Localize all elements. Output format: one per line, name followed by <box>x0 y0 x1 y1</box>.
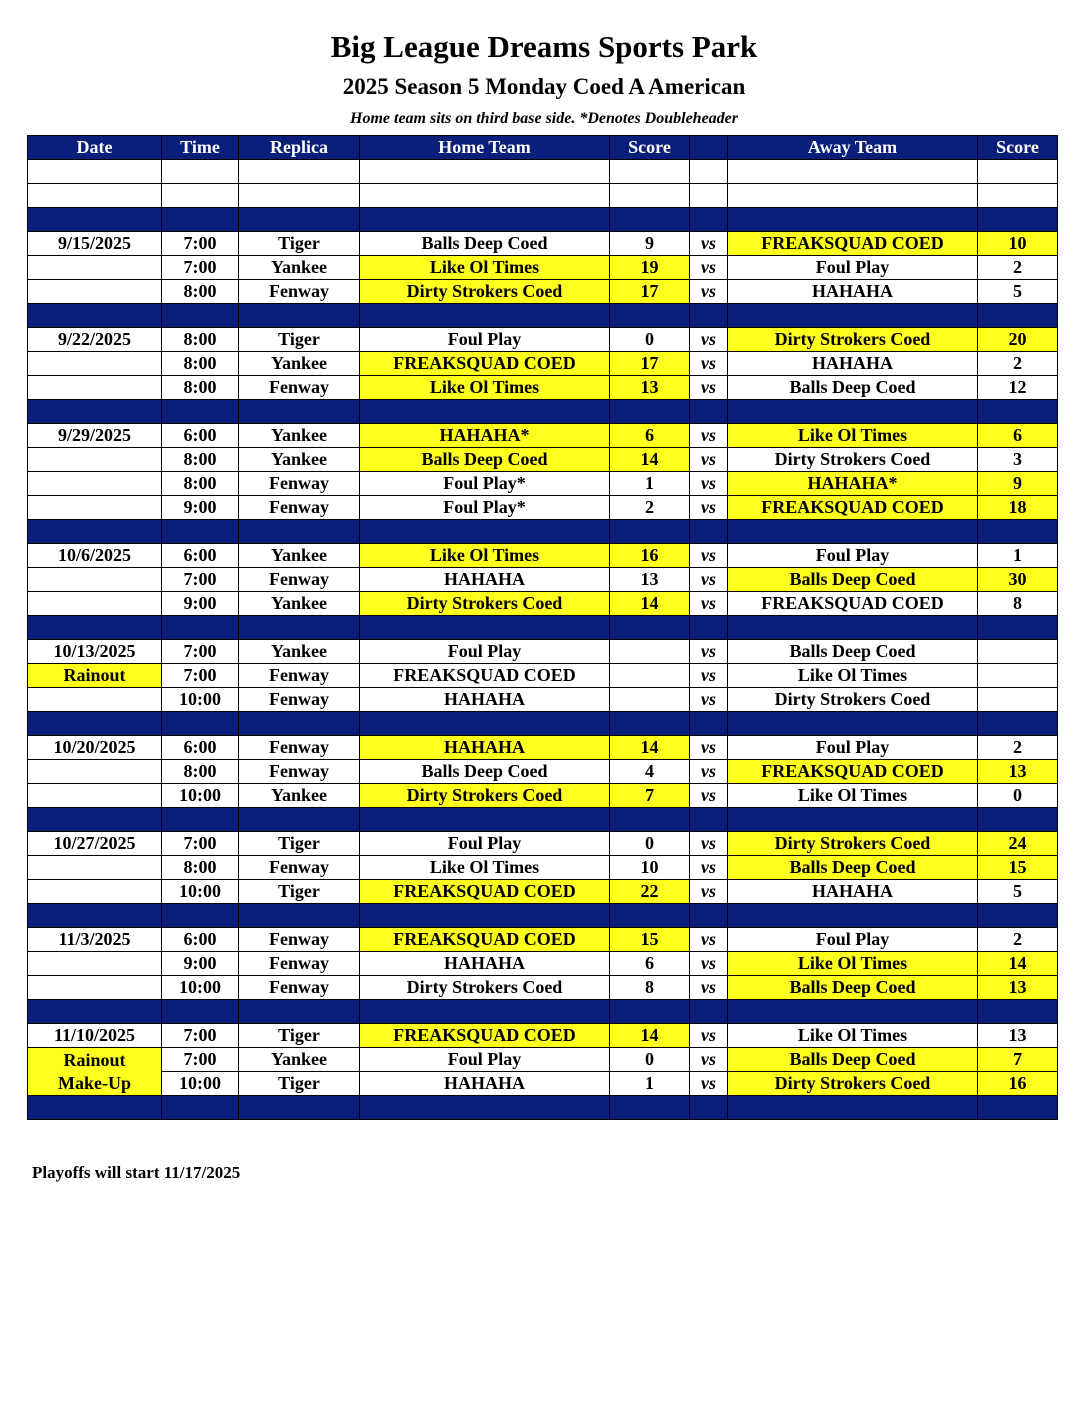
game-field: Fenway <box>239 760 360 784</box>
away-team: HAHAHA* <box>728 472 978 496</box>
col-header-vs <box>690 136 728 160</box>
away-score: 13 <box>978 760 1058 784</box>
home-team: FREAKSQUAD COED <box>360 1024 610 1048</box>
vs-label: vs <box>690 928 728 952</box>
game-date-empty <box>28 760 162 784</box>
away-team: Foul Play <box>728 928 978 952</box>
away-score: 13 <box>978 1024 1058 1048</box>
away-score: 2 <box>978 928 1058 952</box>
home-team: Balls Deep Coed <box>360 448 610 472</box>
away-team: Dirty Strokers Coed <box>728 1072 978 1096</box>
home-score: 22 <box>610 880 690 904</box>
game-row <box>28 856 1058 880</box>
vs-label: vs <box>690 472 728 496</box>
game-time: 7:00 <box>162 640 239 664</box>
away-team: Like Ol Times <box>728 952 978 976</box>
away-team: Dirty Strokers Coed <box>728 328 978 352</box>
home-score: 14 <box>610 736 690 760</box>
vs-label: vs <box>690 448 728 472</box>
game-date-empty <box>28 448 162 472</box>
game-row <box>28 448 1058 472</box>
game-field: Yankee <box>239 592 360 616</box>
home-score: 4 <box>610 760 690 784</box>
game-date-empty <box>28 472 162 496</box>
home-score: 2 <box>610 496 690 520</box>
away-score <box>978 640 1058 664</box>
vs-label: vs <box>690 232 728 256</box>
game-row <box>28 424 1058 448</box>
game-time: 7:00 <box>162 1048 239 1072</box>
col-header-time: Time <box>162 136 239 160</box>
home-team: Like Ol Times <box>360 376 610 400</box>
game-field: Fenway <box>239 376 360 400</box>
game-date-empty <box>28 280 162 304</box>
game-date-empty <box>28 952 162 976</box>
home-team: Like Ol Times <box>360 856 610 880</box>
vs-label: vs <box>690 568 728 592</box>
away-team: HAHAHA <box>728 880 978 904</box>
away-score: 5 <box>978 880 1058 904</box>
home-score: 0 <box>610 328 690 352</box>
away-team: Like Ol Times <box>728 784 978 808</box>
home-score <box>610 664 690 688</box>
away-team: Dirty Strokers Coed <box>728 448 978 472</box>
vs-label: vs <box>690 1048 728 1072</box>
vs-label: vs <box>690 880 728 904</box>
game-date-empty <box>28 856 162 880</box>
game-date: 10/13/2025 <box>28 640 162 664</box>
home-score: 13 <box>610 376 690 400</box>
game-field: Yankee <box>239 544 360 568</box>
game-row <box>28 1072 1058 1096</box>
away-score: 16 <box>978 1072 1058 1096</box>
game-field: Tiger <box>239 232 360 256</box>
home-score: 1 <box>610 472 690 496</box>
home-team: Foul Play <box>360 1048 610 1072</box>
date-note-line: Make-Up <box>58 1072 131 1093</box>
home-team: Dirty Strokers Coed <box>360 784 610 808</box>
away-team: Dirty Strokers Coed <box>728 688 978 712</box>
schedule-table <box>27 135 1058 1120</box>
game-row <box>28 280 1058 304</box>
game-row <box>28 592 1058 616</box>
game-row <box>28 736 1058 760</box>
away-team: Foul Play <box>728 256 978 280</box>
vs-label: vs <box>690 280 728 304</box>
away-team: Balls Deep Coed <box>728 976 978 1000</box>
header-row <box>28 136 1058 160</box>
game-time: 9:00 <box>162 496 239 520</box>
away-team: Like Ol Times <box>728 664 978 688</box>
home-score: 10 <box>610 856 690 880</box>
home-team: HAHAHA* <box>360 424 610 448</box>
game-row <box>28 256 1058 280</box>
home-team: HAHAHA <box>360 1072 610 1096</box>
game-date-empty <box>28 568 162 592</box>
game-row <box>28 544 1058 568</box>
game-date-empty <box>28 256 162 280</box>
game-date: 9/29/2025 <box>28 424 162 448</box>
game-field: Fenway <box>239 928 360 952</box>
game-time: 6:00 <box>162 928 239 952</box>
home-team: Dirty Strokers Coed <box>360 976 610 1000</box>
vs-label: vs <box>690 832 728 856</box>
game-row <box>28 232 1058 256</box>
game-field: Tiger <box>239 1024 360 1048</box>
game-time: 6:00 <box>162 544 239 568</box>
col-header-home-score: Score <box>610 136 690 160</box>
away-team: Balls Deep Coed <box>728 568 978 592</box>
home-team: Like Ol Times <box>360 544 610 568</box>
game-time: 10:00 <box>162 880 239 904</box>
away-score: 13 <box>978 976 1058 1000</box>
home-team: HAHAHA <box>360 688 610 712</box>
game-field: Fenway <box>239 976 360 1000</box>
home-score: 0 <box>610 832 690 856</box>
away-team: Balls Deep Coed <box>728 856 978 880</box>
home-team: Balls Deep Coed <box>360 760 610 784</box>
vs-label: vs <box>690 976 728 1000</box>
col-header-away-team: Away Team <box>728 136 978 160</box>
home-team: FREAKSQUAD COED <box>360 352 610 376</box>
game-time: 8:00 <box>162 280 239 304</box>
game-time: 8:00 <box>162 856 239 880</box>
home-score: 9 <box>610 232 690 256</box>
game-row <box>28 784 1058 808</box>
vs-label: vs <box>690 592 728 616</box>
game-row <box>28 472 1058 496</box>
home-score <box>610 688 690 712</box>
separator-row <box>28 712 1058 736</box>
game-time: 7:00 <box>162 256 239 280</box>
away-score: 14 <box>978 952 1058 976</box>
game-row <box>28 832 1058 856</box>
vs-label: vs <box>690 544 728 568</box>
game-time: 8:00 <box>162 760 239 784</box>
away-score <box>978 688 1058 712</box>
game-time: 8:00 <box>162 448 239 472</box>
home-score: 14 <box>610 448 690 472</box>
vs-label: vs <box>690 784 728 808</box>
away-score: 30 <box>978 568 1058 592</box>
game-time: 7:00 <box>162 1024 239 1048</box>
game-field: Yankee <box>239 256 360 280</box>
home-team: Foul Play <box>360 328 610 352</box>
separator-row <box>28 1096 1058 1120</box>
vs-label: vs <box>690 856 728 880</box>
away-score: 10 <box>978 232 1058 256</box>
away-score: 2 <box>978 256 1058 280</box>
separator-row <box>28 304 1058 328</box>
game-field: Tiger <box>239 328 360 352</box>
away-team: Foul Play <box>728 736 978 760</box>
vs-label: vs <box>690 688 728 712</box>
away-score: 5 <box>978 280 1058 304</box>
away-team: Balls Deep Coed <box>728 640 978 664</box>
away-score <box>978 664 1058 688</box>
game-row <box>28 880 1058 904</box>
game-time: 9:00 <box>162 952 239 976</box>
separator-row <box>28 616 1058 640</box>
home-team: Dirty Strokers Coed <box>360 280 610 304</box>
away-team: FREAKSQUAD COED <box>728 496 978 520</box>
game-field: Yankee <box>239 1048 360 1072</box>
date-note <box>28 1048 162 1096</box>
game-time: 8:00 <box>162 472 239 496</box>
away-team: FREAKSQUAD COED <box>728 232 978 256</box>
separator-row <box>28 520 1058 544</box>
away-team: FREAKSQUAD COED <box>728 592 978 616</box>
separator-row <box>28 208 1058 232</box>
vs-label: vs <box>690 952 728 976</box>
home-team: Balls Deep Coed <box>360 232 610 256</box>
away-score: 6 <box>978 424 1058 448</box>
home-score: 16 <box>610 544 690 568</box>
game-time: 8:00 <box>162 352 239 376</box>
game-time: 6:00 <box>162 424 239 448</box>
vs-label: vs <box>690 376 728 400</box>
away-team: Balls Deep Coed <box>728 1048 978 1072</box>
vs-label: vs <box>690 664 728 688</box>
away-score: 9 <box>978 472 1058 496</box>
home-team: HAHAHA <box>360 568 610 592</box>
game-row <box>28 376 1058 400</box>
game-time: 10:00 <box>162 688 239 712</box>
game-row <box>28 928 1058 952</box>
away-team: Like Ol Times <box>728 1024 978 1048</box>
home-team: FREAKSQUAD COED <box>360 664 610 688</box>
away-team: HAHAHA <box>728 352 978 376</box>
game-field: Tiger <box>239 880 360 904</box>
game-field: Tiger <box>239 832 360 856</box>
away-score: 18 <box>978 496 1058 520</box>
home-team: Foul Play <box>360 832 610 856</box>
date-note: Rainout <box>28 664 162 688</box>
game-date-empty <box>28 688 162 712</box>
col-header-replica: Replica <box>239 136 360 160</box>
home-team: HAHAHA <box>360 736 610 760</box>
game-time: 7:00 <box>162 232 239 256</box>
game-time: 9:00 <box>162 592 239 616</box>
game-row <box>28 952 1058 976</box>
home-team: Foul Play <box>360 640 610 664</box>
separator-row <box>28 808 1058 832</box>
game-row <box>28 496 1058 520</box>
game-field: Fenway <box>239 280 360 304</box>
game-date: 11/10/2025 <box>28 1024 162 1048</box>
col-header-date: Date <box>28 136 162 160</box>
game-field: Fenway <box>239 688 360 712</box>
game-date: 10/27/2025 <box>28 832 162 856</box>
home-score: 14 <box>610 592 690 616</box>
blank-row <box>28 184 1058 208</box>
away-score: 20 <box>978 328 1058 352</box>
col-header-away-score: Score <box>978 136 1058 160</box>
away-team: FREAKSQUAD COED <box>728 760 978 784</box>
away-score: 8 <box>978 592 1058 616</box>
game-time: 7:00 <box>162 664 239 688</box>
game-row <box>28 688 1058 712</box>
vs-label: vs <box>690 496 728 520</box>
game-row <box>28 352 1058 376</box>
vs-label: vs <box>690 424 728 448</box>
home-score: 1 <box>610 1072 690 1096</box>
game-row <box>28 760 1058 784</box>
vs-label: vs <box>690 736 728 760</box>
separator-row <box>28 904 1058 928</box>
game-time: 6:00 <box>162 736 239 760</box>
home-score: 8 <box>610 976 690 1000</box>
game-field: Fenway <box>239 568 360 592</box>
game-row <box>28 1048 1058 1072</box>
away-score: 1 <box>978 544 1058 568</box>
home-team: Foul Play* <box>360 472 610 496</box>
home-team: FREAKSQUAD COED <box>360 928 610 952</box>
home-score: 17 <box>610 280 690 304</box>
page-title: Big League Dreams Sports Park <box>330 29 758 64</box>
game-field: Yankee <box>239 784 360 808</box>
away-team: HAHAHA <box>728 280 978 304</box>
home-team: Foul Play* <box>360 496 610 520</box>
page-subtitle: 2025 Season 5 Monday Coed A American <box>342 74 746 99</box>
home-team: HAHAHA <box>360 952 610 976</box>
game-row <box>28 1024 1058 1048</box>
home-team: Like Ol Times <box>360 256 610 280</box>
game-field: Fenway <box>239 472 360 496</box>
away-score: 7 <box>978 1048 1058 1072</box>
game-field: Tiger <box>239 1072 360 1096</box>
schedule-note: Home team sits on third base side. *Denotes Doubleheader <box>350 110 738 127</box>
separator-row <box>28 400 1058 424</box>
away-score: 15 <box>978 856 1058 880</box>
home-score <box>610 640 690 664</box>
away-team: Dirty Strokers Coed <box>728 832 978 856</box>
game-date-empty <box>28 592 162 616</box>
game-date-empty <box>28 880 162 904</box>
game-time: 10:00 <box>162 1072 239 1096</box>
home-score: 17 <box>610 352 690 376</box>
game-field: Fenway <box>239 952 360 976</box>
away-score: 0 <box>978 784 1058 808</box>
vs-label: vs <box>690 1072 728 1096</box>
game-date-empty <box>28 976 162 1000</box>
game-field: Yankee <box>239 640 360 664</box>
game-date: 9/22/2025 <box>28 328 162 352</box>
game-row <box>28 328 1058 352</box>
game-date-empty <box>28 784 162 808</box>
game-field: Fenway <box>239 856 360 880</box>
game-time: 7:00 <box>162 832 239 856</box>
vs-label: vs <box>690 1024 728 1048</box>
home-team: Dirty Strokers Coed <box>360 592 610 616</box>
game-field: Fenway <box>239 496 360 520</box>
game-time: 8:00 <box>162 328 239 352</box>
away-team: Like Ol Times <box>728 424 978 448</box>
game-row <box>28 976 1058 1000</box>
game-date-empty <box>28 496 162 520</box>
home-team: FREAKSQUAD COED <box>360 880 610 904</box>
home-score: 15 <box>610 928 690 952</box>
game-date-empty <box>28 376 162 400</box>
home-score: 6 <box>610 424 690 448</box>
game-date: 11/3/2025 <box>28 928 162 952</box>
game-field: Fenway <box>239 664 360 688</box>
schedule-body <box>28 160 1058 1120</box>
playoffs-note: Playoffs will start 11/17/2025 <box>32 1163 241 1182</box>
home-score: 19 <box>610 256 690 280</box>
away-score: 24 <box>978 832 1058 856</box>
home-score: 13 <box>610 568 690 592</box>
away-score: 3 <box>978 448 1058 472</box>
home-score: 14 <box>610 1024 690 1048</box>
game-row <box>28 568 1058 592</box>
game-time: 10:00 <box>162 784 239 808</box>
date-note-line: Rainout <box>63 1049 126 1070</box>
game-field: Yankee <box>239 424 360 448</box>
game-row <box>28 664 1058 688</box>
vs-label: vs <box>690 328 728 352</box>
away-team: Foul Play <box>728 544 978 568</box>
vs-label: vs <box>690 760 728 784</box>
game-date: 9/15/2025 <box>28 232 162 256</box>
home-score: 7 <box>610 784 690 808</box>
game-field: Yankee <box>239 448 360 472</box>
game-field: Fenway <box>239 736 360 760</box>
away-team: Balls Deep Coed <box>728 376 978 400</box>
separator-row <box>28 1000 1058 1024</box>
game-row <box>28 640 1058 664</box>
game-date: 10/6/2025 <box>28 544 162 568</box>
away-score: 12 <box>978 376 1058 400</box>
away-score: 2 <box>978 736 1058 760</box>
home-score: 6 <box>610 952 690 976</box>
game-time: 10:00 <box>162 976 239 1000</box>
game-time: 7:00 <box>162 568 239 592</box>
home-score: 0 <box>610 1048 690 1072</box>
game-date-empty <box>28 352 162 376</box>
vs-label: vs <box>690 352 728 376</box>
col-header-home-team: Home Team <box>360 136 610 160</box>
blank-row <box>28 160 1058 184</box>
game-field: Yankee <box>239 352 360 376</box>
away-score: 2 <box>978 352 1058 376</box>
game-time: 8:00 <box>162 376 239 400</box>
game-date: 10/20/2025 <box>28 736 162 760</box>
vs-label: vs <box>690 640 728 664</box>
vs-label: vs <box>690 256 728 280</box>
